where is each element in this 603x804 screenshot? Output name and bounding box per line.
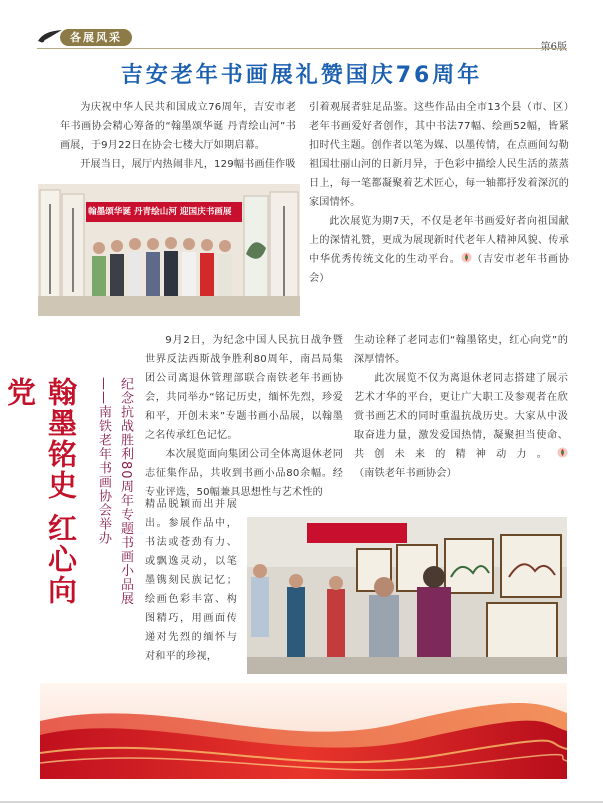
header-rule [37, 48, 567, 49]
article2-credit: （南铁老年书画协会） [354, 468, 457, 479]
article1-photo [38, 184, 300, 316]
article1-right-column [309, 98, 569, 288]
article2-subtitle-line2: ——南铁老年书画协会举办 [96, 377, 111, 545]
article2-vertical-title: 翰墨铭史 红心向党 [3, 377, 78, 607]
article2-paragraph: 本次展览面向集团公司全体离退休老同志征集作品，共收到书画小品80余幅。经专业评选，50幅兼具思想性与艺术性的 [145, 449, 343, 498]
article2-vertical-subtitle [88, 377, 136, 647]
flower-logo-icon [461, 252, 472, 263]
article1-left-column [60, 98, 296, 174]
article1-paragraph [309, 212, 569, 288]
article2-photo [247, 517, 567, 674]
article2-narrow-column [145, 495, 237, 666]
article1-paragraph: 引着观展者驻足品鉴。这些作品由全市13个县（市、区）老年书画爱好者创作，其中书法77幅、绘画52幅，皆紧扣时代主题。创作者以笔为媒、以墨传情，在点画间勾勒祖国壮丽山河的日新月异，于色彩中描绘人民生活的蒸蒸日上，每一笔都凝聚着艺术匠心，每一轴都抒发着深沉的家国情怀。 [309, 102, 569, 208]
article2-mid-column [145, 331, 343, 502]
page-header [0, 0, 603, 52]
photo-banner-text: 翰墨颂华诞 丹青绘山河 迎国庆书画展 [88, 207, 232, 217]
flower-logo-icon [557, 447, 568, 458]
decorative-banner [40, 683, 567, 779]
article2-right-column [354, 331, 568, 483]
article2-paragraph [354, 369, 568, 483]
article2-paragraph: 生动诠释了老同志们“翰墨铭史，红心向党”的深厚情怀。 [354, 335, 568, 365]
section-label: 各展风采 [60, 29, 132, 46]
article2-paragraph: 精品脱颖而出并展出。参展作品中，书法或苍劲有力、或飘逸灵动，以笔墨镌刻民族记忆；绘画色彩丰富、构图精巧，用画面传递对先烈的缅怀与对和平的珍视， [145, 499, 237, 662]
article1-credit: （吉安市老年书画协会） [309, 254, 569, 284]
article2-subtitle-line1: 纪念抗战胜利80周年专题书画小品展 [118, 377, 133, 606]
article1-paragraph: 为庆祝中华人民共和国成立76周年，吉安市老年书画协会精心筹备的“翰墨颂华诞 丹青绘山河”书画展，于9月22日在协会七楼大厅如期启幕。 [60, 102, 296, 151]
article1-title: 吉安老年书画展礼赞国庆76周年 [120, 63, 483, 88]
page-number [541, 38, 567, 53]
article1-closing-text: 此次展览为期7天，不仅是老年书画爱好者向祖国献上的深情礼赞，更成为展现新时代老年人精神风貌、传承中华优秀传统文化的生动平台。 [309, 216, 569, 265]
article1-paragraph: 开展当日，展厅内热闹非凡，129幅书画佳作吸 [80, 159, 296, 170]
bottom-rule [0, 801, 603, 803]
article2-paragraph: 9月2日，为纪念中国人民抗日战争暨世界反法西斯战争胜利80周年，南昌局集团公司离退休管理部联合南铁老年书画协会，共同举办“铭记历史，缅怀先烈，珍爱和平，开创未来”专题书画小品展，以翰墨之名传承红色记忆。 [145, 335, 343, 441]
article2-closing-text: 此次展览不仅为离退休老同志搭建了展示艺术才华的平台，更让广大职工及参观者在欣赏书画艺术的同时重温抗战历史。大家从中汲取奋进力量，激发爱国热情，凝聚担当使命、共创未来的精神动力。 [354, 373, 568, 460]
